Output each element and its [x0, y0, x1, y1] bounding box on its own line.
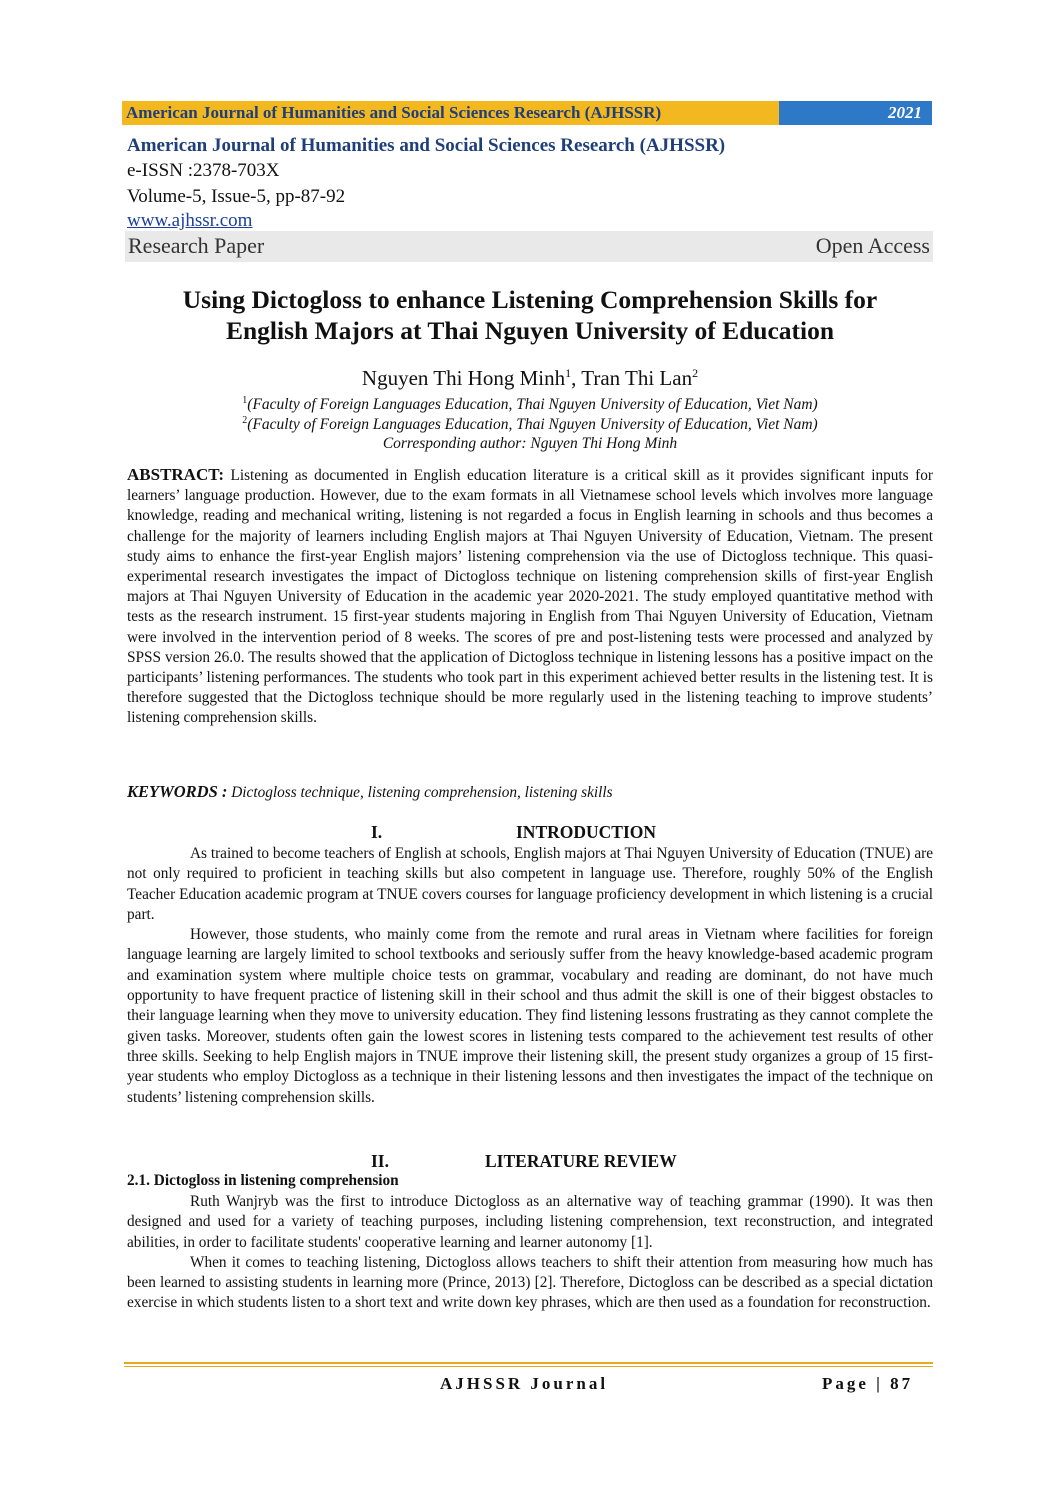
author-separator: ,: [571, 366, 582, 390]
abstract: [127, 465, 933, 729]
journal-website-link[interactable]: www.ajhssr.com: [127, 210, 253, 231]
paper-type: Research Paper: [128, 233, 265, 258]
paragraph: Ruth Wanjryb was the first to introduce Dictogloss as an alternative way of teaching grammar (1990). It was then designed and used for a variety of teaching purposes, including listening comprehension, text reconstruction, and integrated abilities, in order to facilitate students' cooperative learning and learner autonomy [1].: [127, 1193, 933, 1251]
author-2: Tran Thi Lan: [581, 366, 693, 390]
open-access-label: Open Access: [815, 233, 930, 258]
corresponding-author: Corresponding author: Nguyen Thi Hong Minh: [382, 435, 678, 452]
title-line-1: Using Dictogloss to enhance Listening Comprehension Skills for: [182, 285, 878, 314]
section-2-number: II.: [371, 1151, 389, 1171]
abstract-label: ABSTRACT:: [127, 465, 224, 484]
paper-type-bar: [125, 231, 933, 262]
subsection-2-1-title: 2.1. Dictogloss in listening comprehension: [127, 1172, 399, 1189]
running-header-year: 2021: [779, 101, 932, 125]
running-header-journal: American Journal of Humanities and Social Sciences Research (AJHSSR): [122, 101, 779, 125]
affiliation-1-text: (Faculty of Foreign Languages Education, Thai Nguyen University of Education, Viet Nam): [247, 396, 818, 414]
volume-issue: Volume-5, Issue-5, pp-87-92: [127, 186, 346, 207]
section-1-body: [127, 844, 933, 1108]
keywords-text: Dictogloss technique, listening comprehension, listening skills: [227, 784, 613, 801]
footer-journal: AJHSSR Journal: [440, 1374, 609, 1393]
section-2-body: [127, 1192, 933, 1314]
footer-rule-thin: [124, 1366, 933, 1367]
issn: e-ISSN :2378-703X: [127, 160, 280, 181]
author-1-sup: 1: [565, 366, 572, 380]
author-1: Nguyen Thi Hong Minh: [361, 366, 566, 390]
title-line-2: English Majors at Thai Nguyen University of Education: [225, 316, 835, 345]
affiliation-2: [130, 415, 930, 434]
affiliation-2-text: (Faculty of Foreign Languages Education, Thai Nguyen University of Education, Viet Nam): [247, 416, 818, 434]
running-header: [122, 101, 932, 125]
footer-page-number: Page | 87: [822, 1374, 914, 1393]
paragraph: When it comes to teaching listening, Dictogloss allows teachers to shift their attention from measuring how much has been learned to assisting students in learning more (Prince, 2013) [2]. Therefore, Dictogloss can be described as a special dictation exercise in which students listen to a short text and write down key phrases, which are then used as a foundation for reconstruction.: [127, 1253, 933, 1312]
affiliation-1-sup: 1: [242, 395, 248, 406]
section-1-title: INTRODUCTION: [516, 822, 657, 842]
section-2-title: LITERATURE REVIEW: [485, 1151, 677, 1171]
paragraph: As trained to become teachers of English at schools, English majors at Thai Nguyen University of Education (TNUE) are not only required to proficient in teaching skills but also competent in language use. Therefore, roughly 50% of the English Teacher Education academic program at TNUE covers courses for language proficiency development in which listening is a crucial part.: [127, 845, 933, 923]
authors: [130, 366, 930, 391]
footer-rule: [124, 1362, 933, 1364]
keywords-label: KEYWORDS :: [127, 782, 228, 801]
affiliation-2-sup: 2: [242, 415, 248, 426]
paragraph: However, those students, who mainly come from the remote and rural areas in Vietnam where facilities for foreign language learning are largely limited to school textbooks and seriously suffer from the heavy knowledge-based academic program and examination system where multiple choice tests on grammar, vocabulary and reading are dominant, do not have much opportunity to have frequent practice of listening skill in their school and thus admit the skill is one of their biggest obstacles to their language learning when they move to university education. They find listening lessons frustrating as they cannot complete the given tasks. Moreover, students often gain the lowest scores in listening tests compared to the achievement test results of other three skills. Seeking to help English majors in TNUE improve their listening skill, the present study organizes a group of 15 first-year students who employ Dictogloss as a technique in their listening lessons and then investigates the impact of the technique on students’ listening comprehension skills.: [127, 926, 933, 1106]
keywords: [127, 782, 933, 802]
paper-title: [130, 284, 930, 346]
author-2-sup: 2: [692, 366, 699, 380]
section-1-number: I.: [371, 822, 383, 842]
abstract-text: Listening as documented in English education literature is a critical skill as it provides significant inputs for learners’ language production. However, due to the exam formats in all Vietnamese school levels which involves more language knowledge, reading and mechanical writing, listening is not regarded a focus in English learning in schools and thus becomes a challenge for the majority of learners including English majors at Thai Nguyen University of Education, Vietnam. The present study aims to enhance the first-year English majors’ listening comprehension via the use of Dictogloss technique. This quasi-experimental research investigates the impact of Dictogloss technique on listening comprehension skills of first-year English majors at Thai Nguyen University of Education in the academic year 2020-2021. The study employed quantitative method with tests as the research instrument. 15 first-year students majoring in English from Thai Nguyen University of Education, Vietnam were involved in the intervention period of 8 weeks. The scores of pre and post-listening tests were processed and analyzed by SPSS version 26.0. The results showed that the application of Dictogloss technique in listening lessons has a positive impact on the participants’ listening performances. The students who took part in this experiment achieved better results in the listening test. It is therefore suggested that the Dictogloss technique should be more regularly used in the listening teaching to improve students’ listening comprehension skills.: [127, 467, 933, 727]
journal-name: American Journal of Humanities and Social Sciences Research (AJHSSR): [127, 135, 726, 156]
affiliation-1: [130, 395, 930, 414]
